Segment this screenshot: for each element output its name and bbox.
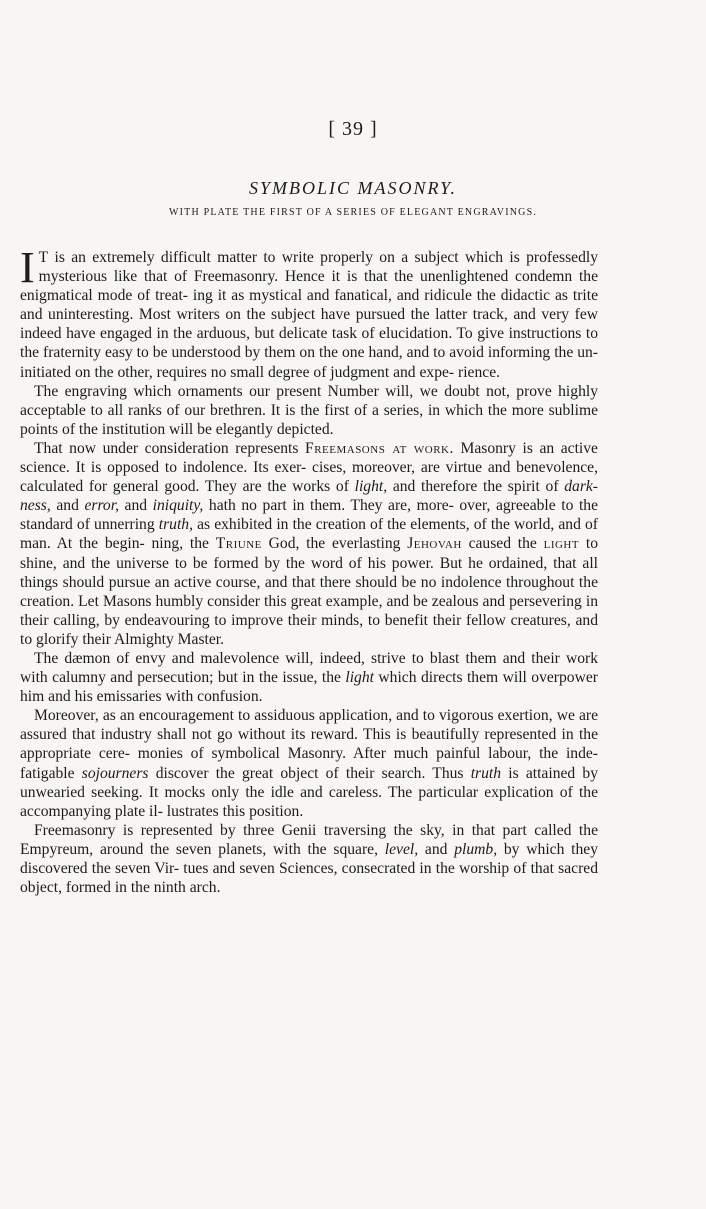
italic-run: level, xyxy=(384,840,419,858)
italic-run: light xyxy=(345,669,374,687)
text-run: The dæmon of envy and malevolence will, indeed, strive to blast them and their work with calumny and persecution; but in the issue, the xyxy=(20,649,598,687)
italic-run: iniquity, xyxy=(152,497,204,515)
small-caps-run: light xyxy=(543,535,580,553)
text-run: That now under consideration represents xyxy=(34,439,306,457)
text-run: and xyxy=(418,840,455,858)
text-run: God, the everlasting xyxy=(261,535,408,553)
drop-cap: I xyxy=(20,243,35,292)
italic-run: plumb, xyxy=(454,840,498,858)
paragraph-5 xyxy=(20,706,598,821)
text-run: Moreover, as an encouragement to assiduous application, and to vigorous exertion, we are assured that industry shall not go without its reward. This is beautifully represented in the appropriate cere- monies of symbolical Masonry. After much painful labour, the inde- fatigable xyxy=(20,707,598,782)
paragraph-4 xyxy=(20,649,598,706)
text-run: which directs them will overpower him and his emissaries with confusion. xyxy=(20,669,598,706)
text-run: and therefore the spirit of xyxy=(387,478,565,496)
italic-run: sojourners xyxy=(81,764,149,782)
text-run: Masonry is an active science. It is opposed to indolence. Its exer- cises, moreover, are virtue and benevolence, calculated for general good. They are the works of xyxy=(20,439,598,496)
paragraph-1 xyxy=(20,243,598,382)
small-caps-run: Triune xyxy=(215,535,262,553)
italic-run: dark- ness, xyxy=(20,478,598,515)
paragraph-text: The engraving which ornaments our present Number will, we doubt not, prove highly acceptable to all ranks of our brethren. It is the first of a series, in which the more sublime points of the institution will be elegantly depicted. xyxy=(20,382,598,438)
text-run: and xyxy=(118,497,153,515)
text-run: to shine, and the universe to be formed by the word of his power. But he ordained, that all things should pursue an active course, and that there should be no indolence throughout the creation. Let Masons humbly consider this great example, and be zealous and persevering in their calling, by endeavouring to improve their minds, to benefit their fellow creatures, and to glorify their Almighty Master. xyxy=(20,535,599,648)
article-subtitle: WITH PLATE THE FIRST OF A SERIES OF ELEGANT ENGRAVINGS. xyxy=(168,207,538,218)
paragraph-3 xyxy=(20,439,598,649)
italic-run: truth, xyxy=(158,516,193,534)
text-run: by which they discovered the seven Vir- tues and seven Sciences, consecrated in the worship of that sacred object, formed in the ninth arch. xyxy=(20,840,599,897)
italic-run: light, xyxy=(354,478,388,496)
small-caps-run: Jehovah xyxy=(407,535,462,553)
text-run: and xyxy=(50,497,85,515)
article-title: SYMBOLIC MASONRY. xyxy=(248,178,458,198)
italic-run: truth xyxy=(470,764,502,782)
text-run: as exhibited in the creation of the elements, of the world, and of man. At the begin- ning, the xyxy=(20,516,598,553)
paragraph-6 xyxy=(20,821,598,897)
text-run: hath no part in them. They are, more- over, agreeable to the standard of unnerring xyxy=(20,497,599,534)
text-run: is attained by unwearied seeking. It mocks only the idle and careless. The particular explication of the accompanying plate il- lustrates this position. xyxy=(20,764,599,820)
small-caps-run: Freemasons at work. xyxy=(305,439,454,457)
page-number: [ 39 ] xyxy=(328,118,378,140)
paragraph-text: is an extremely difficult matter to write properly on a subject which is professedly mysterious like that of Freemasonry. Hence it is that the unenlightened condemn the enigmatical mode of treat- ing it as mystical and fanatical, and ridicule the didactic as trite and uninteresting. Most writers on the subject have pursued the latter track, and very few indeed have engaged in the arduous, but delicate task of elucidation. To give instructions to the fraternity easy to be understood by them on the one hand, and to avoid informing the un- initiated on the other, requires no small degree of judgment and expe- rience. xyxy=(20,249,598,381)
paragraph-2 xyxy=(20,382,598,439)
italic-run: error, xyxy=(84,497,119,515)
article-body xyxy=(20,243,599,897)
drop-cap-rest: T xyxy=(38,249,49,266)
text-run: discover the great object of their search. Thus xyxy=(148,764,471,782)
text-run: caused the xyxy=(461,535,544,553)
text-run: Freemasonry is represented by three Genii traversing the sky, in that part called the Empyreum, around the seven planets, with the square, xyxy=(20,821,598,858)
